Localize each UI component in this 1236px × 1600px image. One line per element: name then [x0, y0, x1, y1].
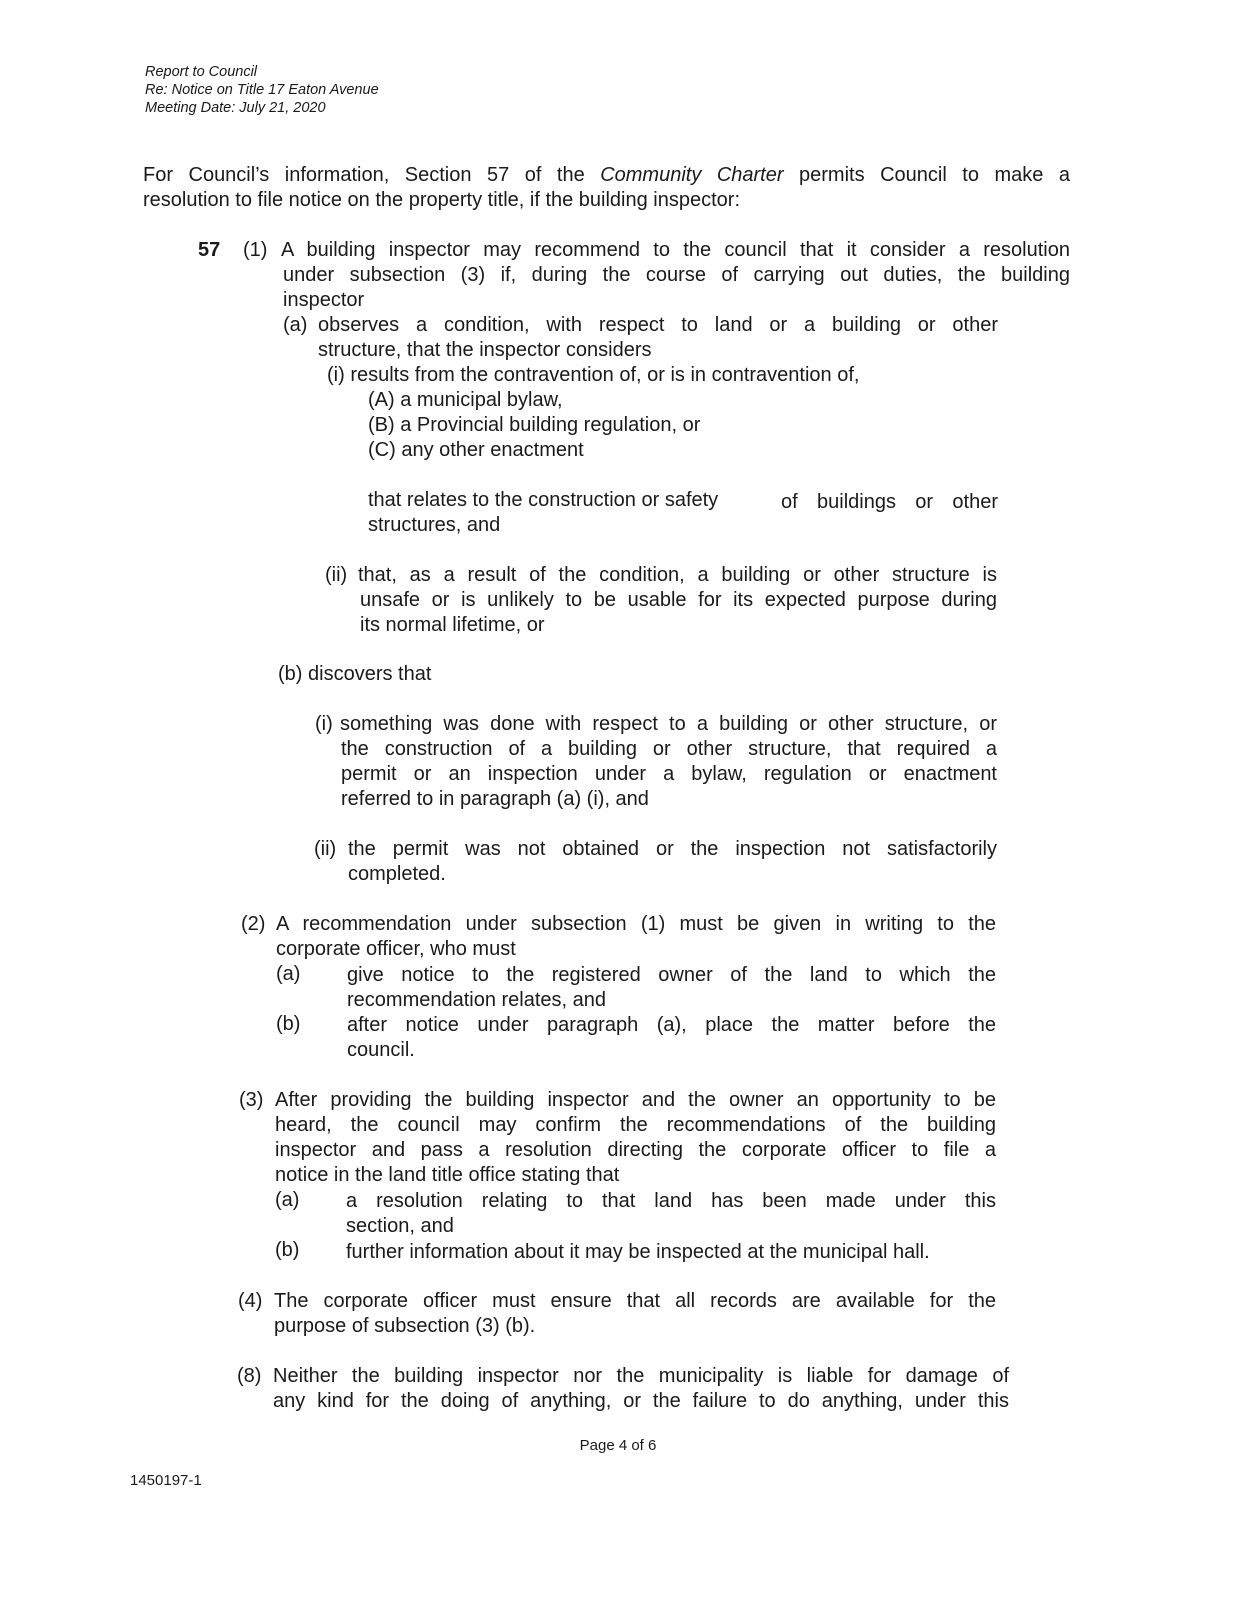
s1-b-i-line-1: something was done with respect to a building or other structure, or — [340, 713, 997, 735]
header-line-3: Meeting Date: July 21, 2020 — [145, 100, 326, 116]
subsection-3-line-3: inspector and pass a resolution directing the corporate officer to file a — [275, 1139, 996, 1161]
s1-a-i-B: (B) a Provincial building regulation, or — [368, 414, 701, 436]
s1-a-i-tail-2: structures, and — [368, 514, 501, 536]
s3-a-number: (a) — [275, 1189, 300, 1211]
s2-a-number: (a) — [276, 963, 301, 985]
document-id: 1450197-1 — [130, 1472, 202, 1489]
s3-b-line-1: further information about it may be inspected at the municipal hall. — [346, 1241, 930, 1263]
subsection-8-line-2: any kind for the doing of anything, or the failure to do anything, under this — [273, 1390, 1009, 1412]
s1-a-ii-line-3: its normal lifetime, or — [360, 614, 545, 636]
s2-b-line-2: council. — [347, 1039, 415, 1061]
report-header — [145, 63, 379, 117]
intro-text-post: permits Council to make a — [783, 164, 1070, 186]
s1-b-ii-number: (ii) — [314, 838, 337, 860]
subsection-4-number: (4) — [238, 1290, 263, 1312]
s1-a-line-1: observes a condition, with respect to land or a building or other — [318, 314, 998, 336]
s1-a-i-A: (A) a municipal bylaw, — [368, 389, 563, 411]
s1-a-i: (i) results from the contravention of, or is in contravention of, — [327, 364, 860, 386]
s1-a-number: (a) — [283, 314, 308, 336]
subsection-3-line-2: heard, the council may confirm the recommendations of the building — [275, 1114, 996, 1136]
subsection-1-number: (1) — [243, 239, 268, 261]
subsection-8-number: (8) — [237, 1365, 262, 1387]
s1-b-ii-line-1: the permit was not obtained or the inspection not satisfactorily — [348, 838, 997, 860]
subsection-1-line-3: inspector — [283, 289, 365, 311]
s2-a-line-1: give notice to the registered owner of the land to which the — [347, 964, 996, 986]
subsection-1-line-2: under subsection (3) if, during the course of carrying out duties, the building — [283, 264, 1070, 286]
subsection-2-number: (2) — [241, 913, 266, 935]
s1-a-ii-line-2: unsafe or is unlikely to be usable for its expected purpose during — [360, 589, 997, 611]
intro-charter-title: Community Charter — [600, 164, 784, 186]
section-number: 57 — [198, 239, 221, 261]
s1-b-line: (b) discovers that — [278, 663, 432, 685]
s1-a-i-tail-left: that relates to the construction or safety — [368, 489, 719, 511]
s2-a-line-2: recommendation relates, and — [347, 989, 607, 1011]
s1-b-ii-line-2: completed. — [348, 863, 446, 885]
subsection-4-line-1: The corporate officer must ensure that all records are available for the — [274, 1290, 996, 1312]
s1-b-i-line-2: the construction of a building or other structure, that required a — [341, 738, 997, 760]
s1-b-i-line-4: referred to in paragraph (a) (i), and — [341, 788, 649, 810]
subsection-8-line-1: Neither the building inspector nor the municipality is liable for damage of — [273, 1365, 1009, 1387]
intro-line-1 — [143, 163, 1070, 188]
header-line-1: Report to Council — [145, 64, 258, 80]
s3-a-line-1: a resolution relating to that land has been made under this — [346, 1190, 996, 1212]
subsection-3-number: (3) — [239, 1089, 264, 1111]
subsection-1-line-1: A building inspector may recommend to the council that it consider a resolution — [281, 239, 1070, 261]
s1-a-i-C: (C) any other enactment — [368, 439, 584, 461]
header-line-2: Re: Notice on Title 17 Eaton Avenue — [145, 82, 379, 98]
s3-b-number: (b) — [275, 1239, 300, 1261]
subsection-3-line-1: After providing the building inspector and the owner an opportunity to be — [275, 1089, 996, 1111]
s1-a-line-2: structure, that the inspector considers — [318, 339, 652, 361]
subsection-2-line-2: corporate officer, who must — [276, 938, 516, 960]
s1-b-i-line-3: permit or an inspection under a bylaw, regulation or enactment — [341, 763, 997, 785]
intro-text-pre: For Council’s information, Section 57 of the — [143, 164, 601, 186]
s2-b-number: (b) — [276, 1013, 301, 1035]
s1-a-ii-line-1: that, as a result of the condition, a building or other structure is — [358, 564, 997, 586]
s2-b-line-1: after notice under paragraph (a), place the matter before the — [347, 1014, 996, 1036]
s1-a-i-tail-right: of buildings or other — [781, 491, 998, 513]
page-number: Page 4 of 6 — [579, 1437, 657, 1454]
subsection-4-line-2: purpose of subsection (3) (b). — [274, 1315, 536, 1337]
subsection-2-line-1: A recommendation under subsection (1) must be given in writing to the — [276, 913, 996, 935]
s3-a-line-2: section, and — [346, 1215, 454, 1237]
s1-b-i-number: (i) — [315, 713, 333, 735]
s1-a-ii-number: (ii) — [325, 564, 348, 586]
subsection-3-line-4: notice in the land title office stating that — [275, 1164, 620, 1186]
intro-line-2: resolution to file notice on the property title, if the building inspector: — [143, 189, 741, 211]
